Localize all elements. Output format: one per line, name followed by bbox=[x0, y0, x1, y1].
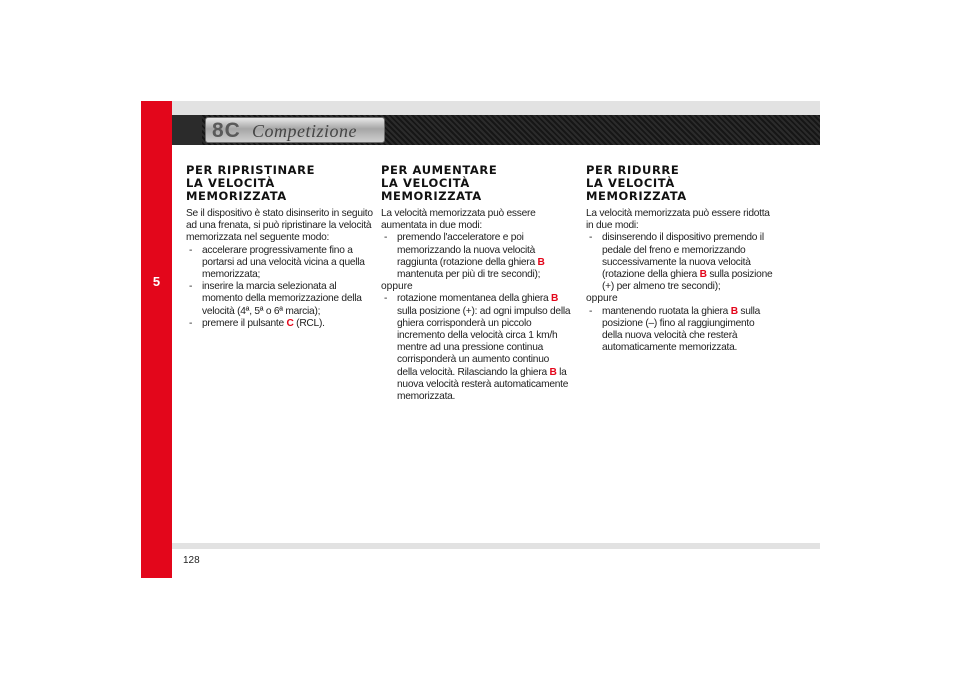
title-line: MEMORIZZATA bbox=[586, 189, 687, 203]
list-item: - accelerare progressivamente fino a portarsi ad una velocità vicina a quella memorizzata; bbox=[189, 244, 365, 281]
section-intro: La velocità memorizzata può essere aumentata in due modi: bbox=[381, 208, 536, 232]
dial-reference: B bbox=[549, 366, 557, 378]
title-line: PER RIDURRE bbox=[586, 163, 680, 177]
section-intro: La velocità memorizzata può essere ridotta in due modi: bbox=[586, 208, 770, 232]
title-line: PER RIPRISTINARE bbox=[186, 163, 316, 177]
list-item: - premere il pulsante C (RCL). bbox=[189, 317, 325, 329]
dial-reference: B bbox=[537, 256, 545, 268]
logo-model: 8C bbox=[212, 119, 241, 142]
page-number: 128 bbox=[183, 555, 200, 566]
dial-reference: B bbox=[730, 305, 738, 317]
section-ridurre bbox=[586, 164, 776, 354]
section-aumentare bbox=[381, 164, 571, 403]
button-reference: C bbox=[286, 317, 294, 329]
list-item-text: sulla posizione (+): ad ogni impulso della ghiera corrisponderà un piccolo incremento della velocità circa 1 km/h mentre ad una pressione continua corrisponderà un aumento continuo della velocità. Rilasciando la ghiera bbox=[397, 305, 571, 378]
list-item: - disinserendo il dispositivo premendo il pedale del freno e memorizzando successivamente la nuova velocità (rotazione della ghiera B sulla posizione (+) per almeno tre secondi); bbox=[589, 232, 773, 293]
list-item-text: mantenuta per più di tre secondi); bbox=[397, 269, 541, 281]
list-item-text: la nuova velocità resterà automaticamente memorizzata. bbox=[397, 366, 569, 403]
title-line: LA VELOCITÀ bbox=[586, 176, 675, 190]
or-separator: oppure bbox=[586, 293, 618, 305]
steps-list bbox=[586, 306, 776, 355]
chapter-tab bbox=[141, 101, 172, 578]
title-line: LA VELOCITÀ bbox=[381, 176, 470, 190]
list-item-text: premere il pulsante bbox=[202, 317, 287, 329]
top-strip bbox=[172, 101, 820, 115]
or-separator: oppure bbox=[381, 281, 413, 293]
list-item-text: disinserendo il dispositivo premendo il pedale del freno e memorizzando successivamente la nuova velocità (rotazione della ghiera bbox=[602, 232, 764, 281]
steps-list bbox=[381, 293, 571, 403]
steps-list bbox=[381, 232, 571, 281]
bottom-strip bbox=[172, 543, 820, 549]
title-line: MEMORIZZATA bbox=[186, 189, 287, 203]
brand-logo bbox=[205, 117, 385, 143]
dial-reference: B bbox=[551, 293, 559, 305]
title-line: LA VELOCITÀ bbox=[186, 176, 275, 190]
chapter-number: 5 bbox=[152, 274, 161, 289]
list-item-text: (RCL). bbox=[293, 317, 325, 329]
list-item-text: mantenendo ruotata la ghiera bbox=[602, 305, 731, 317]
list-item-text: inserire la marcia selezionata al momento della memorizzazione della velocità (4ª, 5ª o 6ª marcia); bbox=[202, 281, 362, 317]
list-item-text: sulla posizione (–) fino al raggiungimento della nuova velocità che resterà automaticamente memorizzata. bbox=[602, 305, 761, 354]
steps-list bbox=[186, 245, 376, 330]
section-title bbox=[186, 164, 376, 203]
list-item-text: premendo l'acceleratore e poi memorizzando la nuova velocità raggiunta (rotazione della ghiera bbox=[397, 232, 538, 268]
list-item-text: rotazione momentanea della ghiera bbox=[397, 293, 552, 305]
list-item: - premendo l'acceleratore e poi memorizzando la nuova velocità raggiunta (rotazione della ghiera B mantenuta per più di tre secondi); bbox=[384, 232, 545, 281]
section-title bbox=[381, 164, 571, 203]
section-ripristinare bbox=[186, 164, 376, 330]
steps-list bbox=[586, 232, 776, 293]
list-item: - inserire la marcia selezionata al momento della memorizzazione della velocità (4ª, 5ª o 6ª marcia); bbox=[189, 281, 362, 317]
dial-reference: B bbox=[699, 269, 707, 281]
title-line: PER AUMENTARE bbox=[381, 163, 498, 177]
logo-script-text: Competizione bbox=[252, 121, 357, 141]
banner-left-block bbox=[172, 115, 202, 145]
list-item: - mantenendo ruotata la ghiera B sulla posizione (–) fino al raggiungimento della nuova velocità che resterà automaticamente memorizzata. bbox=[589, 305, 761, 354]
list-item-text: sulla posizione (+) per almeno tre secondi); bbox=[602, 269, 773, 293]
section-title bbox=[586, 164, 776, 203]
list-item: - rotazione momentanea della ghiera B sulla posizione (+): ad ogni impulso della ghiera corrisponderà un piccolo incremento della velocità circa 1 km/h mentre ad una pressione continua corrisponderà un aumento continuo della velocità. Rilasciando la ghiera B la nuova velocità resterà automaticamente memorizzata. bbox=[384, 293, 571, 403]
section-intro: Se il dispositivo è stato disinserito in seguito ad una frenata, si può ripristinare la velocità memorizzata nel seguente modo: bbox=[186, 208, 373, 244]
title-line: MEMORIZZATA bbox=[381, 189, 482, 203]
list-item-text: accelerare progressivamente fino a portarsi ad una velocità vicina a quella memorizzata; bbox=[202, 244, 365, 281]
